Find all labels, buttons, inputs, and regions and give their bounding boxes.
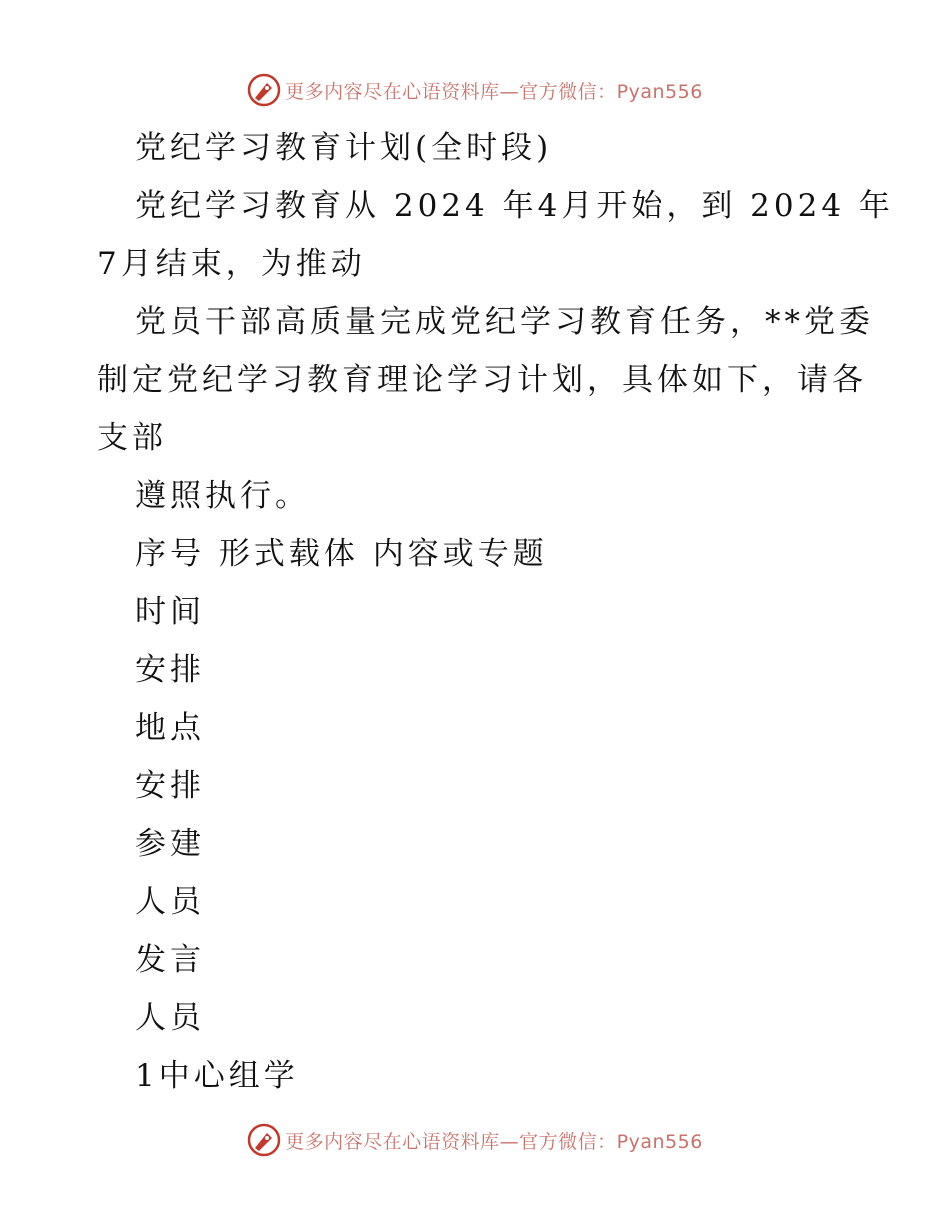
table-cell-line: 地点 xyxy=(135,710,205,746)
header-banner xyxy=(0,70,950,110)
table-cell-line: 发言 xyxy=(135,942,205,978)
pen-nib-logo-icon xyxy=(247,73,281,107)
pen-nib-logo-icon xyxy=(247,1123,281,1157)
footer-banner xyxy=(0,1120,950,1160)
paragraph-line: 制定党纪学习教育理论学习计划，具体如下，请各 xyxy=(97,362,867,398)
table-header-line: 序号 形式载体 内容或专题 xyxy=(135,536,548,572)
header-banner-text: 更多内容尽在心语资料库—官方微信：Pyan556 xyxy=(285,80,703,103)
table-cell-line: 安排 xyxy=(135,652,205,688)
document-title: 党纪学习教育计划(全时段) xyxy=(135,130,553,166)
table-cell-line: 1中心组学 xyxy=(135,1058,299,1094)
table-cell-line: 时间 xyxy=(135,594,205,630)
paragraph-line: 党员干部高质量完成党纪学习教育任务，**党委 xyxy=(135,304,874,340)
table-cell-line: 安排 xyxy=(135,768,205,804)
paragraph-line: 7月结束，为推动 xyxy=(97,246,366,282)
paragraph-line: 遵照执行。 xyxy=(135,478,310,514)
table-cell-line: 人员 xyxy=(135,1000,205,1036)
table-cell-line: 参建 xyxy=(135,826,205,862)
paragraph-line: 支部 xyxy=(97,420,167,456)
table-cell-line: 人员 xyxy=(135,884,205,920)
paragraph-line: 党纪学习教育从 2024 年4月开始，到 2024 年 xyxy=(135,188,894,224)
footer-banner-text: 更多内容尽在心语资料库—官方微信：Pyan556 xyxy=(285,1130,703,1153)
